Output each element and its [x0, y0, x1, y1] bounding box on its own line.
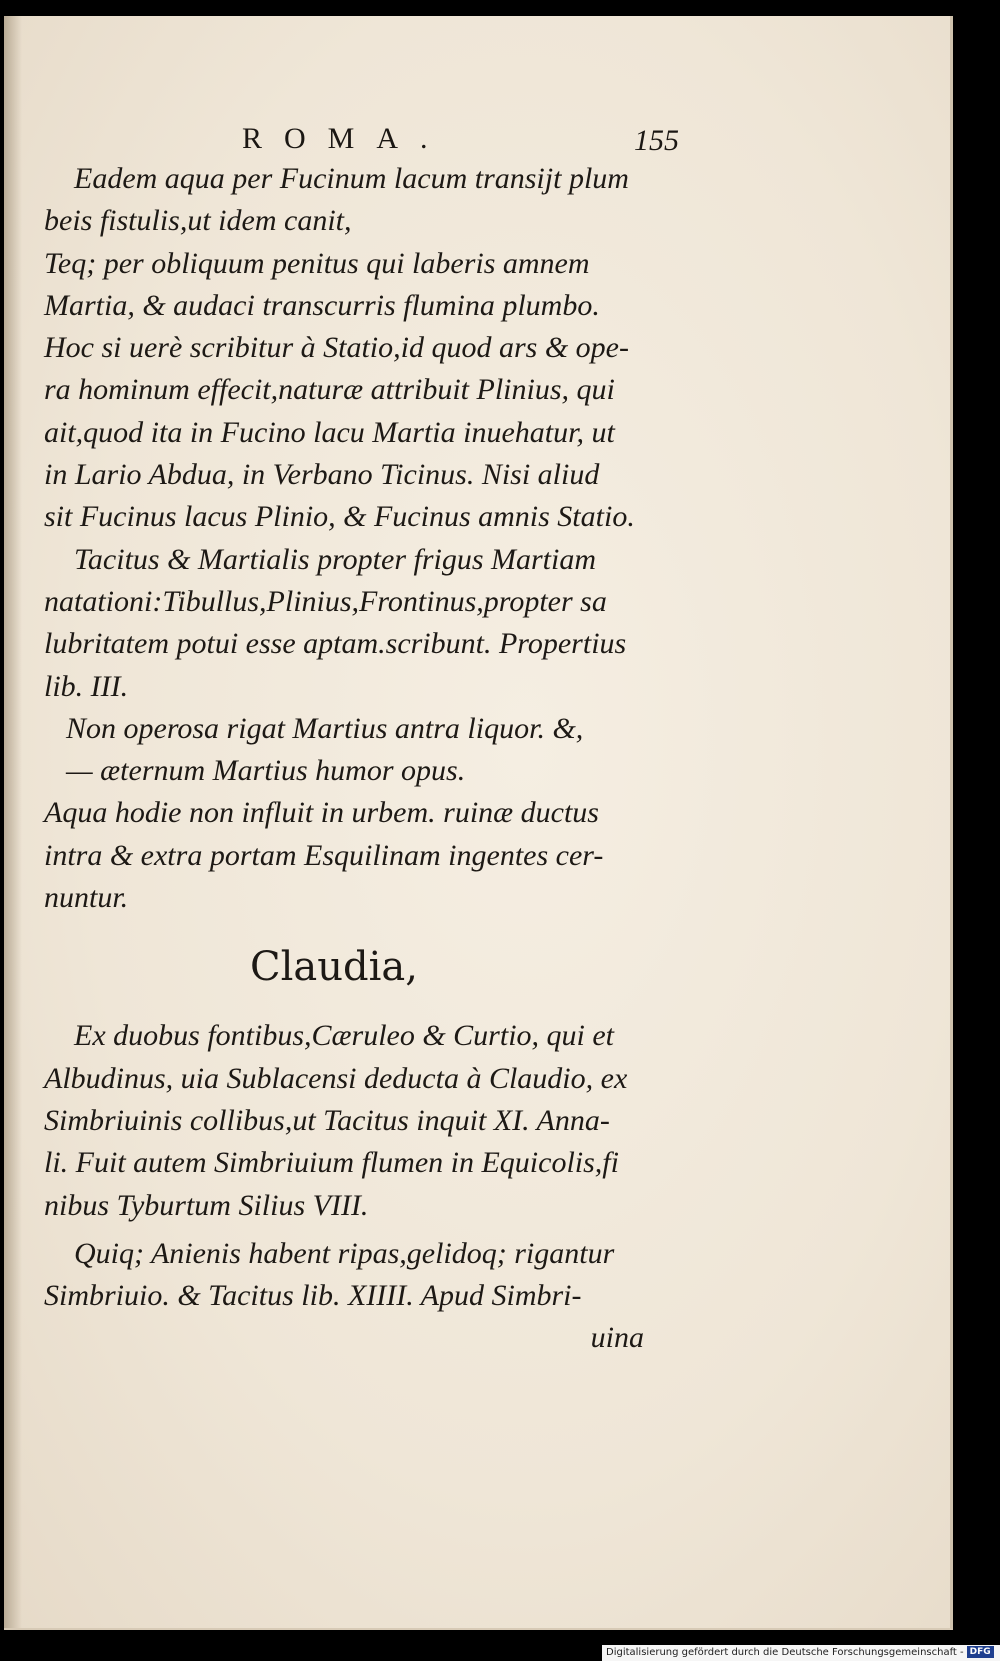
text-block — [44, 158, 684, 1360]
text-line: Hoc si uerè scribitur à Statio,id quod ars & ope- — [44, 331, 629, 365]
text-line: Albudinus, uia Sublacensi deducta à Claudio, ex — [44, 1061, 628, 1095]
verse-line: Teq; per obliquum penitus qui laberis amnem — [44, 246, 590, 280]
digitization-credit-bar — [602, 1645, 1000, 1661]
text-line: beis fistulis,ut idem canit, — [44, 204, 352, 238]
verse-line: Quiq; Anienis habent ripas,gelidoq; rigantur — [74, 1236, 615, 1270]
section-heading: Claudia, — [250, 944, 418, 991]
text-line: sit Fucinus lacus Plinio, & Fucinus amnis Statio. — [44, 500, 635, 534]
text-line: natationi:Tibullus,Plinius,Frontinus,propter sa — [44, 584, 607, 618]
text-line: ait,quod ita in Fucino lacu Martia inuehatur, ut — [44, 415, 615, 449]
text-line: Ex duobus fontibus,Cæruleo & Curtio, qui et — [74, 1019, 615, 1053]
verse-line: — æternum Martius humor opus. — [66, 754, 466, 788]
text-line: Simbriuio. & Tacitus lib. XIIII. Apud Simbri- — [44, 1279, 582, 1313]
verse-line: Martia, & audaci transcurris flumina plumbo. — [44, 288, 600, 322]
text-line: Aqua hodie non influit in urbem. ruinæ ductus — [44, 796, 599, 830]
text-line: lib. III. — [44, 669, 129, 703]
text-line: li. Fuit autem Simbriuium flumen in Equicolis,fi — [44, 1146, 619, 1180]
running-head: ROMA. — [242, 122, 450, 155]
gutter-shadow — [4, 16, 22, 1628]
page-header — [4, 122, 950, 162]
dfg-logo-badge: DFG — [967, 1646, 994, 1658]
text-line: ra hominum effecit,naturæ attribuit Plinius, qui — [44, 373, 615, 407]
text-line: in Lario Abdua, in Verbano Ticinus. Nisi aliud — [44, 458, 600, 492]
credit-text: Digitalisierung gefördert durch die Deutsche Forschungsgemeinschaft - — [606, 1647, 964, 1658]
text-line: intra & extra portam Esquilinam ingentes cer- — [44, 838, 604, 872]
text-line: Tacitus & Martialis propter frigus Martiam — [74, 542, 597, 576]
verse-line: Non operosa rigat Martius antra liquor. &, — [66, 711, 584, 745]
page-number: 155 — [634, 124, 679, 157]
text-line: nibus Tyburtum Silius VIII. — [44, 1188, 369, 1222]
text-line: lubritatem potui esse aptam.scribunt. Propertius — [44, 627, 627, 661]
catchword: uina — [590, 1321, 644, 1355]
text-line: nuntur. — [44, 881, 129, 915]
text-line: Eadem aqua per Fucinum lacum transijt plum — [74, 162, 629, 195]
book-page — [4, 16, 953, 1630]
text-line: Simbriuinis collibus,ut Tacitus inquit XI. Anna- — [44, 1103, 610, 1137]
